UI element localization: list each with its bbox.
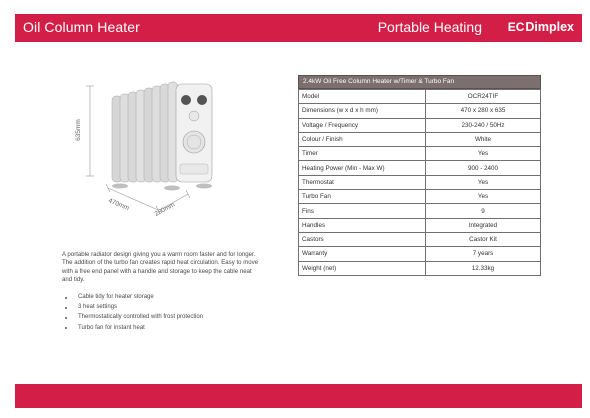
brand-logo [508, 20, 574, 34]
depth-dimension: 280mm [153, 201, 177, 218]
table-row [299, 161, 541, 175]
spec-label: Dimensions (w x d x h mm) [299, 104, 426, 118]
spec-value: OCR24TIF [426, 90, 541, 104]
brand-mark-icon: EC [507, 20, 525, 34]
spec-value: Integrated [426, 218, 541, 232]
product-image [68, 78, 278, 228]
heater-body [112, 82, 212, 191]
list-item: Cable tidy for heater storage [62, 292, 203, 302]
category-label: Portable Heating [377, 19, 482, 35]
spec-label: Handles [299, 218, 426, 232]
table-row [299, 190, 541, 204]
table-row [299, 218, 541, 232]
spec-label: Turbo Fan [299, 190, 426, 204]
brand-name: Dimplex [525, 20, 574, 34]
spec-label: Fins [299, 204, 426, 218]
spec-label: Warranty [299, 247, 426, 261]
list-item: 3 heat settings [62, 302, 203, 312]
spec-label: Heating Power (Min - Max W) [299, 161, 426, 175]
product-description: A portable radiator design giving you a warm room faster and for longer. The addition of the turbo fan creates rapid heat circulation. Easy to move with a free end panel with a handle and storage to keep the cable neat and tidy. [62, 251, 259, 283]
height-dimension: 635mm [75, 119, 82, 141]
table-row [299, 147, 541, 161]
spec-value: 7 years [426, 247, 541, 261]
spec-label: Weight (net) [299, 261, 426, 275]
spec-value: 900 - 2400 [426, 161, 541, 175]
spec-label: Voltage / Frequency [299, 118, 426, 132]
list-item: Turbo fan for instant heat [62, 323, 203, 333]
spec-label: Timer [299, 147, 426, 161]
table-row [299, 261, 541, 275]
spec-value: White [426, 132, 541, 146]
table-row [299, 175, 541, 189]
spec-table-title: 2.4kW Oil Free Column Heater w/Timer & Turbo Fan [298, 75, 541, 89]
spec-value: 470 x 280 x 635 [426, 104, 541, 118]
page-title: Oil Column Heater [23, 19, 140, 35]
spec-table [298, 75, 541, 276]
table-row [299, 90, 541, 104]
spec-label: Colour / Finish [299, 132, 426, 146]
header-banner [15, 14, 582, 42]
spec-value: Yes [426, 147, 541, 161]
spec-value: 12.33kg [426, 261, 541, 275]
footer-banner [15, 384, 582, 408]
spec-value: 9 [426, 204, 541, 218]
spec-label: Thermostat [299, 175, 426, 189]
table-row [299, 118, 541, 132]
table-row [299, 204, 541, 218]
table-row [299, 132, 541, 146]
spec-value: Yes [426, 190, 541, 204]
table-row [299, 247, 541, 261]
spec-value: Yes [426, 175, 541, 189]
list-item: Thermostatically controlled with frost protection [62, 312, 203, 322]
spec-value: Castor Kit [426, 232, 541, 246]
spec-label: Castors [299, 232, 426, 246]
table-row [299, 104, 541, 118]
feature-list [62, 292, 203, 333]
spec-label: Model [299, 90, 426, 104]
spec-value: 230-240 / 50Hz [426, 118, 541, 132]
table-row [299, 232, 541, 246]
width-dimension: 470mm [107, 197, 130, 212]
